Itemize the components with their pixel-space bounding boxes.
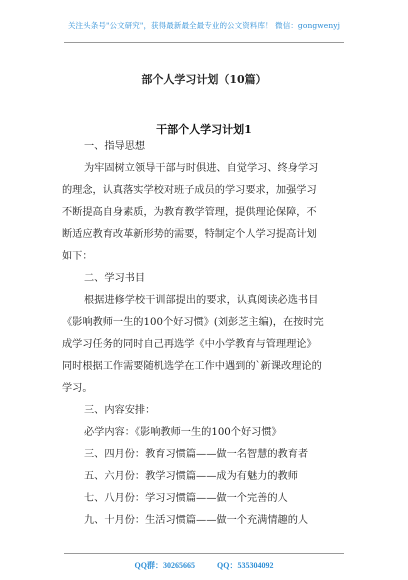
heading-study-books: 二、学习书目 xyxy=(84,273,146,284)
section-title: 干部个人学习计划1 xyxy=(156,123,252,136)
list-item: 七、八月份：学习习惯篇——做一个完善的人 xyxy=(84,493,288,504)
paragraph-line: 根据进修学校干训部提出的要求，认真阅读必选书目 xyxy=(84,295,319,306)
document-title: 部个人学习计划（10篇） xyxy=(141,73,267,86)
list-item: 九、十月份：生活习惯篇——做一个充满情趣的人 xyxy=(84,515,309,526)
paragraph-line: 如下： xyxy=(62,251,93,262)
paragraph-line: 断适应教育改革新形势的需要，特制定个人学习提高计划 xyxy=(62,229,317,240)
list-item: 五、六月份：教学习惯篇——成为有魅力的教师 xyxy=(84,471,298,482)
header-divider xyxy=(64,42,344,43)
paragraph-line: 的理念，认真落实学校对班子成员的学习要求，加强学习 xyxy=(62,185,317,196)
paragraph-line: 《影响教师一生的100个好习惯》(刘彭芝主编)，在按时完 xyxy=(62,317,324,328)
paragraph-line: 成学习任务的同时自己再选学《中小学教育与管理理论》 xyxy=(62,339,317,350)
qq-text: QQ：535304092 xyxy=(217,561,274,570)
footer-divider xyxy=(64,553,344,554)
list-item: 必学内容：《影响教师一生的100个好习惯》 xyxy=(84,427,282,438)
promo-banner: 关注头条号"公文研究"，获得最新最全最专业的公文资料库！ 微信：gongwenyj xyxy=(67,21,341,30)
document-body xyxy=(62,136,354,532)
paragraph-line: 学习。 xyxy=(62,383,93,394)
paragraph-line: 同时根据工作需要随机选学在工作中遇到的`新课改理论的 xyxy=(62,361,322,372)
list-item: 三、四月份：教育习惯篇——做一名智慧的教育者 xyxy=(84,449,309,460)
heading-content-arrangement: 三、内容安排： xyxy=(84,405,156,416)
paragraph-line: 不断提高自身素质，为教育教学管理，提供理论保障，不 xyxy=(62,207,317,218)
heading-guiding-thought: 一、指导思想 xyxy=(84,141,146,152)
paragraph-line: 为牢固树立领导干部与时俱进、自觉学习、终身学习 xyxy=(84,163,319,174)
footer-contact xyxy=(0,560,408,571)
qq-group-text: QQ群：30265665 xyxy=(134,561,195,570)
